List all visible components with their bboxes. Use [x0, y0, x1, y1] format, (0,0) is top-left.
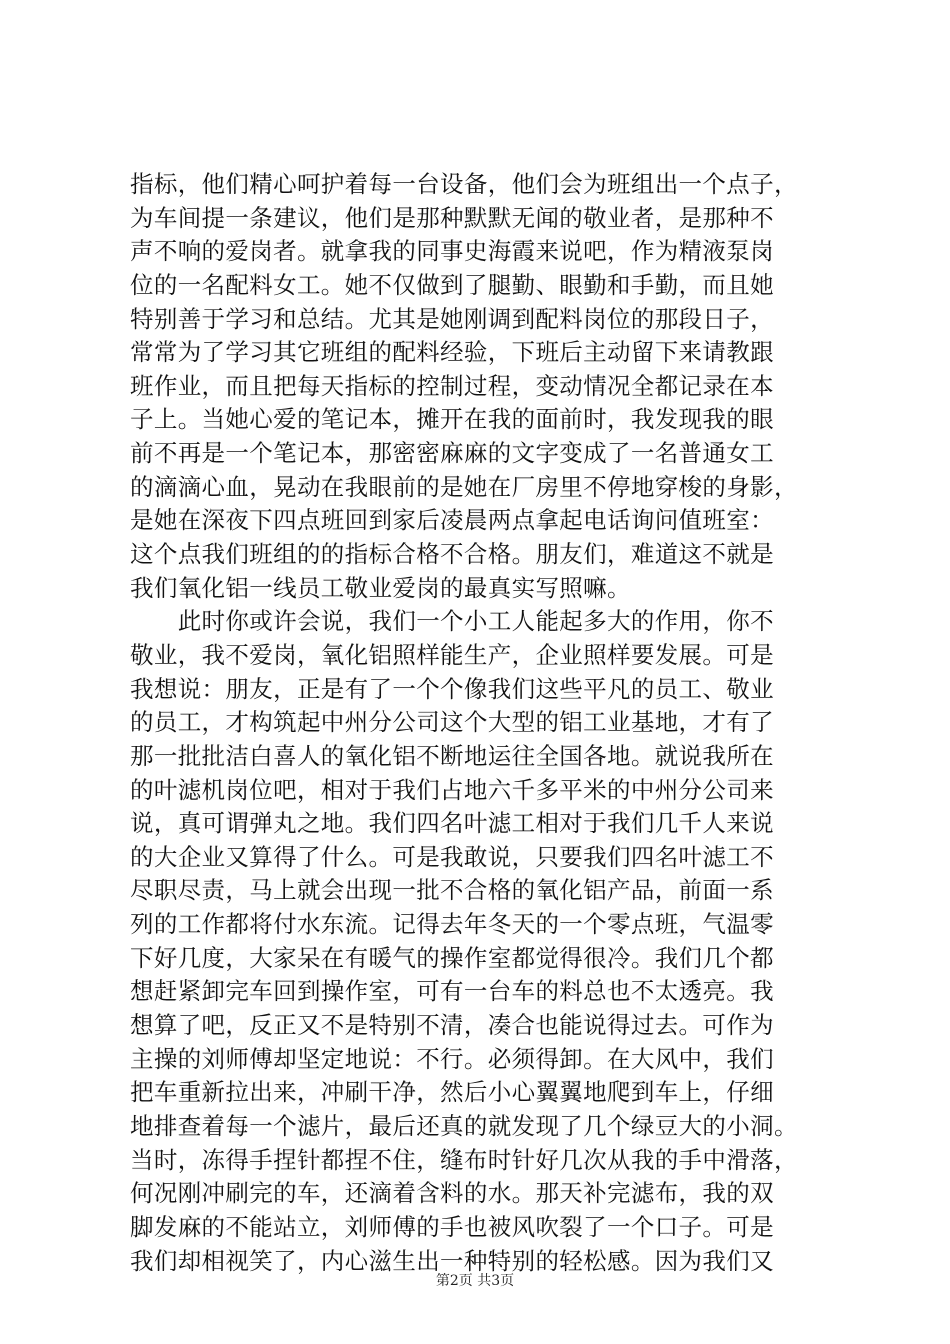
text-line: 的员工，才构筑起中州分公司这个大型的铝工业基地，才有了 [130, 708, 774, 737]
text-line: 的叶滤机岗位吧，相对于我们占地六千多平米的中州分公司来 [130, 775, 774, 804]
text-line: 说，真可谓弹丸之地。我们四名叶滤工相对于我们几千人来说 [130, 809, 774, 838]
text-line: 想赶紧卸完车回到操作室，可有一台车的料总也不太透亮。我 [130, 977, 774, 1006]
text-line: 当时，冻得手捏针都捏不住，缝布时针好几次从我的手中滑落， [130, 1145, 798, 1174]
text-line: 班作业，而且把每天指标的控制过程，变动情况全都记录在本 [130, 371, 774, 400]
text-line: 列的工作都将付水东流。记得去年冬天的一个零点班，气温零 [130, 910, 774, 939]
text-line: 子上。当她心爱的笔记本，摊开在我的面前时，我发现我的眼 [130, 405, 774, 434]
text-line: 脚发麻的不能站立，刘师傅的手也被风吹裂了一个口子。可是 [130, 1212, 774, 1241]
text-line: 我们氧化铝一线员工敬业爱岗的最真实写照嘛。 [130, 573, 631, 602]
text-line: 主操的刘师傅却坚定地说：不行。必须得卸。在大风中，我们 [130, 1044, 774, 1073]
text-line: 声不响的爱岗者。就拿我的同事史海霞来说吧，作为精液泵岗 [130, 237, 774, 266]
text-line: 把车重新拉出来，冲刷干净，然后小心翼翼地爬到车上，仔细 [130, 1078, 774, 1107]
document-body [130, 168, 860, 1278]
text-line: 的大企业又算得了什么。可是我敢说，只要我们四名叶滤工不 [130, 842, 774, 871]
text-line: 何况刚冲刷完的车，还滴着含料的水。那天补完滤布，我的双 [130, 1179, 774, 1208]
text-line: 敬业，我不爱岗，氧化铝照样能生产，企业照样要发展。可是 [130, 640, 774, 669]
text-line: 前不再是一个笔记本，那密密麻麻的文字变成了一名普通女工 [130, 439, 774, 468]
text-line: 尽职尽责，马上就会出现一批不合格的氧化铝产品，前面一系 [130, 876, 774, 905]
text-line: 地排查着每一个滤片，最后还真的就发现了几个绿豆大的小洞。 [130, 1111, 798, 1140]
text-line: 此时你或许会说，我们一个小工人能起多大的作用，你不 [130, 607, 774, 636]
page-footer: 第2页 共3页 [435, 1273, 515, 1289]
text-line: 为车间提一条建议，他们是那种默默无闻的敬业者，是那种不 [130, 203, 774, 232]
text-line: 下好几度，大家呆在有暖气的操作室都觉得很冷。我们几个都 [130, 943, 774, 972]
text-line: 想算了吧，反正又不是特别不清，凑合也能说得过去。可作为 [130, 1011, 774, 1040]
text-line: 的滴滴心血，晃动在我眼前的是她在厂房里不停地穿梭的身影， [130, 472, 798, 501]
text-line: 特别善于学习和总结。尤其是她刚调到配料岗位的那段日子， [130, 304, 774, 333]
text-line: 这个点我们班组的的指标合格不合格。朋友们，难道这不就是 [130, 540, 774, 569]
text-line: 我们却相视笑了，内心滋生出一种特别的轻松感。因为我们又 [130, 1246, 774, 1275]
text-line: 常常为了学习其它班组的配料经验，下班后主动留下来请教跟 [130, 338, 774, 367]
text-line: 我想说：朋友，正是有了一个个像我们这些平凡的员工、敬业 [130, 674, 774, 703]
text-line: 位的一名配料女工。她不仅做到了腿勤、眼勤和手勤，而且她 [130, 270, 774, 299]
text-line: 指标，他们精心呵护着每一台设备，他们会为班组出一个点子， [130, 170, 798, 198]
text-line: 是她在深夜下四点班回到家后凌晨两点拿起电话询问值班室： [130, 506, 774, 535]
text-line: 那一批批洁白喜人的氧化铝不断地运往全国各地。就说我所在 [130, 741, 774, 770]
